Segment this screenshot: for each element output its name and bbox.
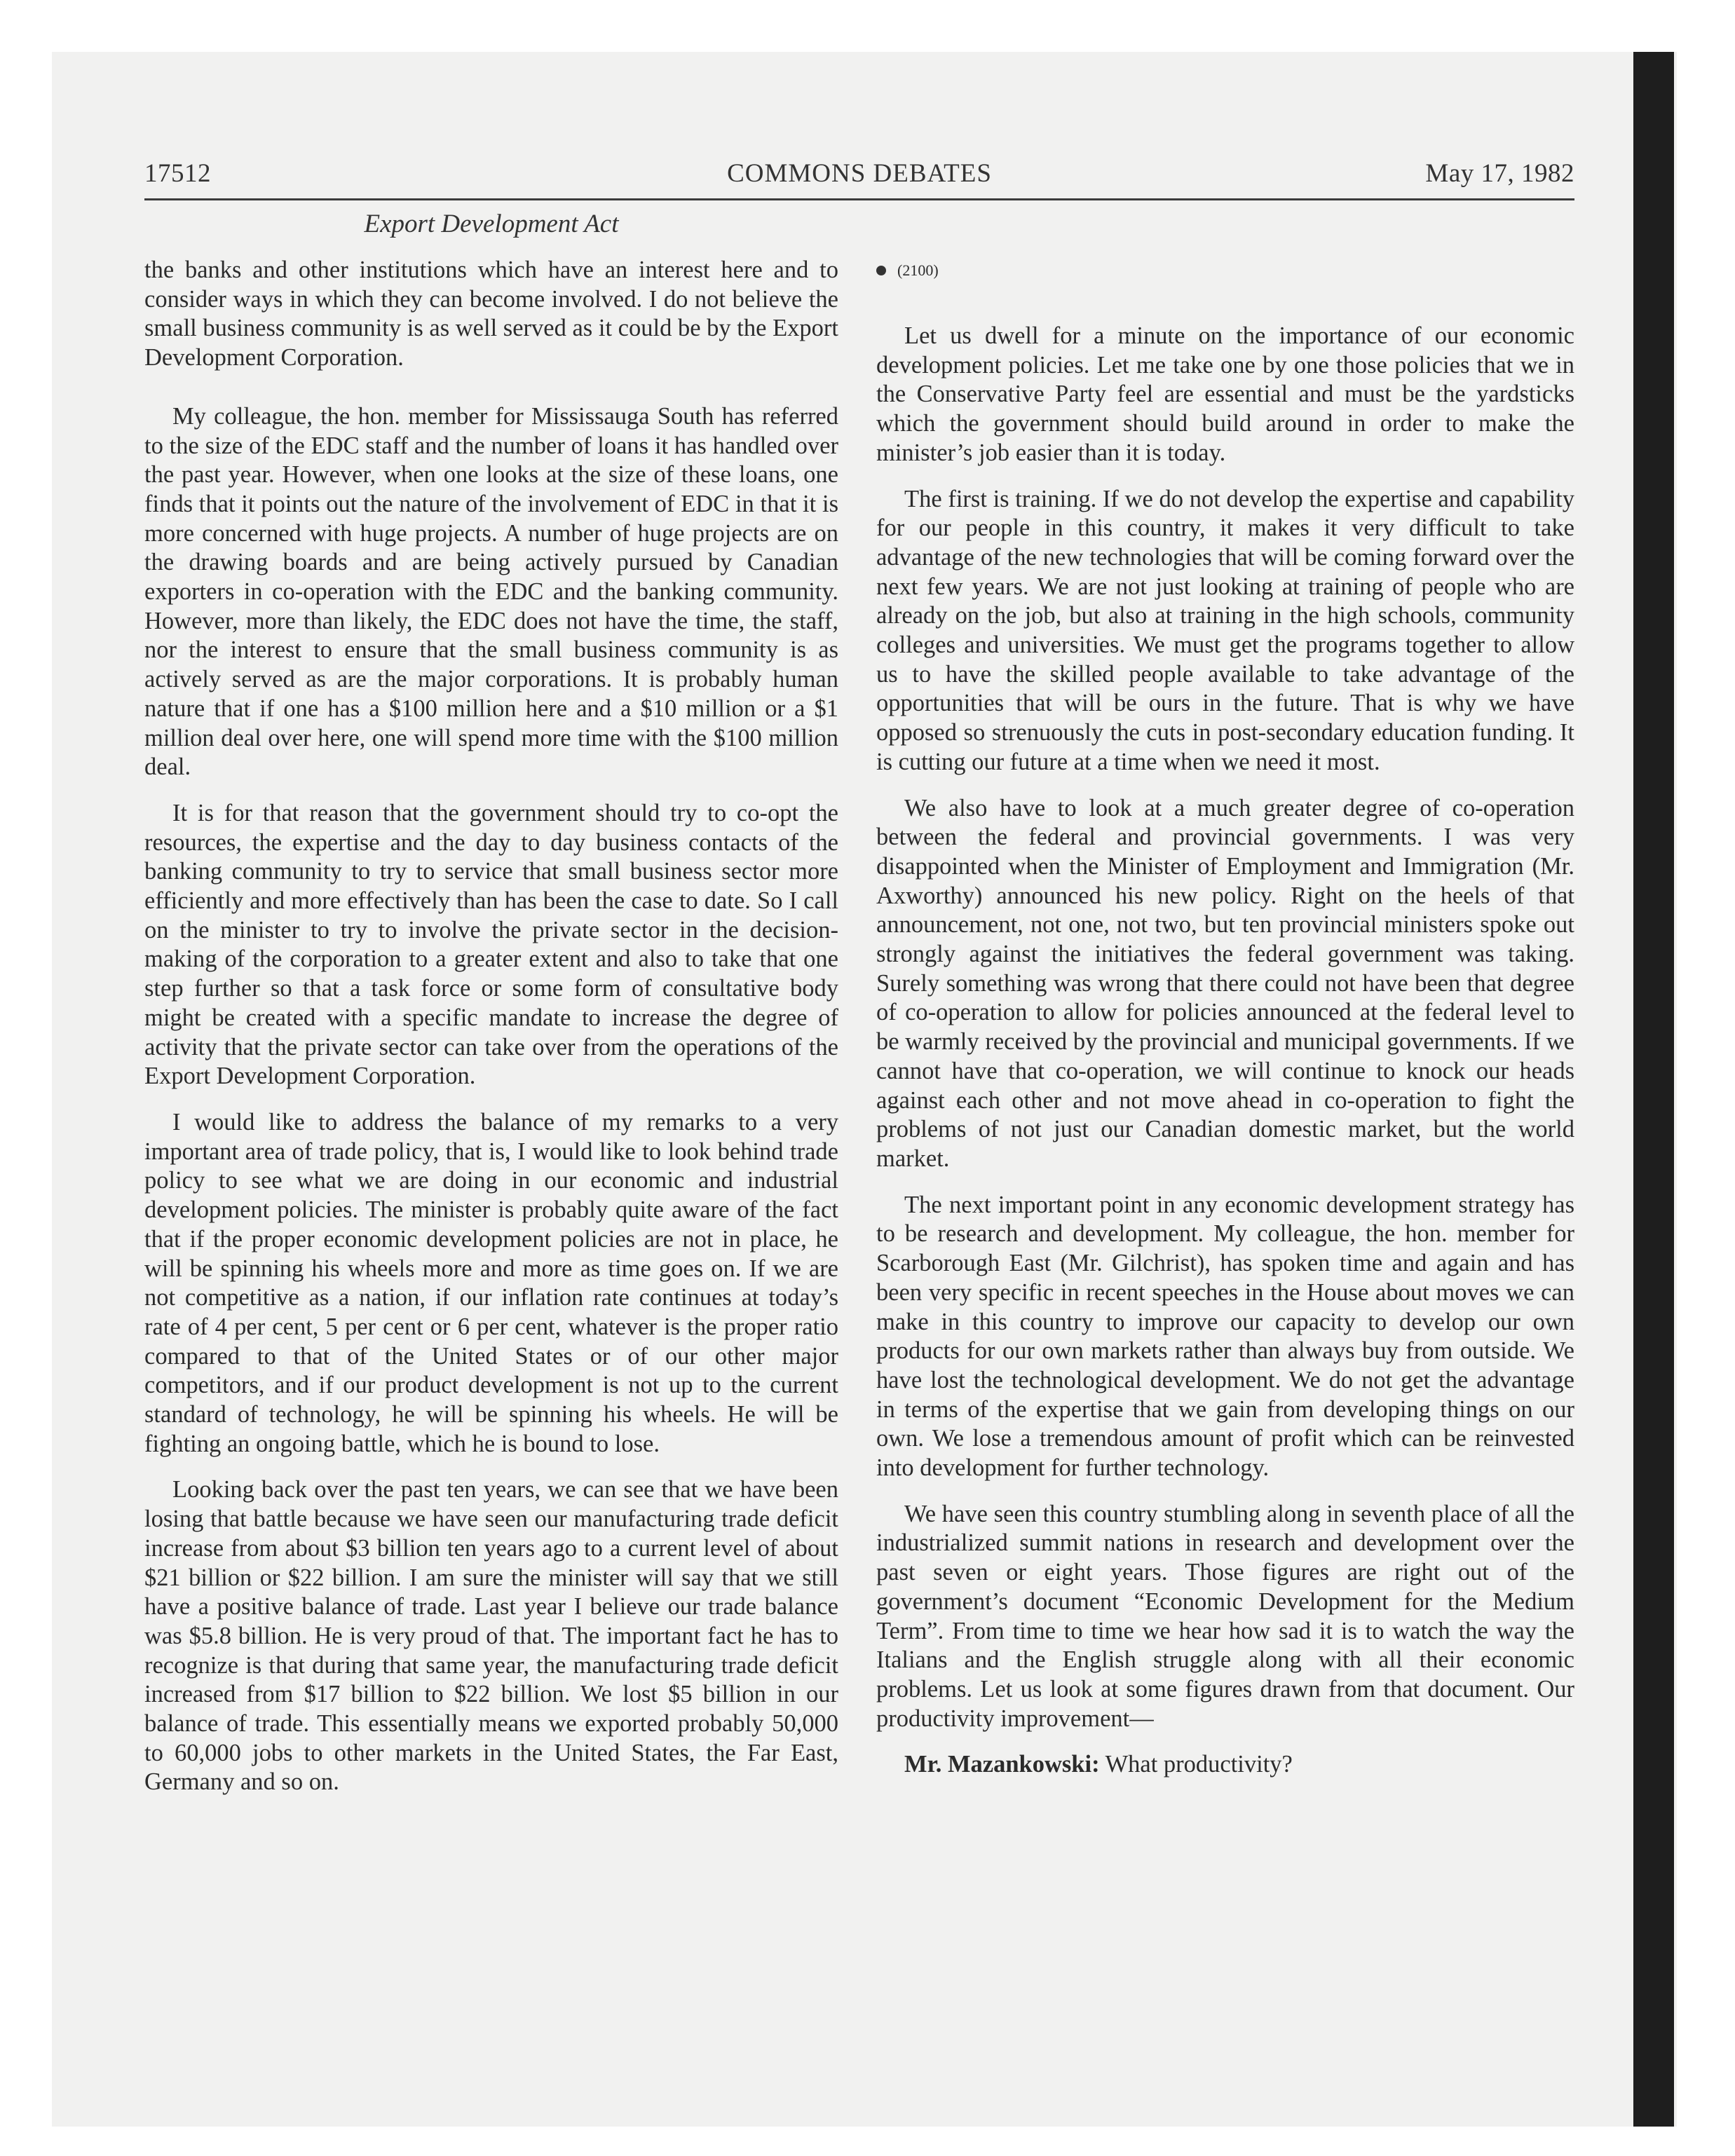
interjection-text: What productivity?: [1105, 1751, 1293, 1778]
header-rule: [144, 198, 1574, 200]
journal-title: COMMONS DEBATES: [727, 159, 992, 188]
scan-edge-shadow: [1633, 52, 1674, 2127]
paragraph: My colleague, the hon. member for Mississauga South has referred to the size of the EDC staff and the number of loans it has handled over the past year. However, when one looks at the size of these loans, one finds that it points out the nature of the involvement of EDC in that it is more concerned with huge projects. A number of huge projects are on the drawing boards and are being actively pursued by Canadian exporters in co-operation with the EDC and the banking community. However, more than likely, the EDC does not have the time, the staff, nor the interest to ensure that the small business community is as actively served as are the major corporations. It is probably human nature that if one has a $100 million here and a $10 million or a $1 million deal over here, one will spend more time with the $100 million deal.: [144, 402, 838, 781]
right-column: [876, 256, 1574, 1796]
left-column: [144, 256, 838, 1814]
paragraph: the banks and other institutions which have an interest here and to consider ways in which they can become involved. I do not believe the small business community is as well served as it could be by the Export Development Corporation.: [144, 257, 838, 371]
time-marker: [876, 256, 1574, 285]
paragraph: The first is training. If we do not develop the expertise and capability for our people in this country, it makes it very difficult to take advantage of the new technologies that will be coming forward over the next few years. We are not just looking at training of people who are already on the job, but also at training in the high schools, community colleges and universities. We must get the programs together to allow us to have the skilled people available to take advantage of the opportunities that will be ours in the future. That is why we have opposed so strenuously the cuts in post-secondary education funding. It is cutting our future at a time when we need it most.: [876, 485, 1574, 775]
speaker-name: Mr. Mazankowski:: [904, 1751, 1100, 1778]
interjection: [876, 1750, 1574, 1780]
paragraph: Looking back over the past ten years, we can see that we have been losing that battle because we have seen our manufacturing trade deficit increase from about $3 billion ten years ago to a current level of about $21 billion or $22 billion. I am sure the minister will say that we still have a positive balance of trade. Last year I believe our trade balance was $5.8 billion. He is very proud of that. The important fact he has to recognize is that during that same year, the manufacturing trade deficit increased from $17 billion to $22 billion. We lost $5 billion in our balance of trade. This essentially means we exported probably 50,000 to 60,000 jobs to other markets in the United States, the Far East, Germany and so on.: [144, 1476, 838, 1796]
paragraph: We have seen this country stumbling along in seventh place of all the industrialized summit nations in research and development over the past seven or eight years. Those figures are right out of the government’s document “Economic Development for the Medium Term”. From time to time we hear how sad it is to watch the way the Italians and the English struggle along with all their economic problems. Let us look at some figures drawn from that document. Our productivity improvement—: [876, 1500, 1574, 1732]
paragraph: I would like to address the balance of my remarks to a very important area of trade policy, that is, I would like to look behind trade policy to see what we are doing in our economic and industrial development policies. The minister is probably quite aware of the fact that if the proper economic development policies are not in place, he will be spinning his wheels more and more as time goes on. If we are not competitive as a nation, if our inflation rate continues at today’s rate of 4 per cent, 5 per cent or 6 per cent, whatever is the proper ratio compared to that of the United States or of our other major competitors, and if our product development is not up to the current standard of technology, he will be spinning his wheels. He will be fighting an ongoing battle, which he is bound to lose.: [144, 1108, 838, 1457]
page-header: [144, 158, 1574, 198]
paragraph: We also have to look at a much greater degree of co-operation between the federal and provincial governments. I was very disappointed when the Minister of Employment and Immigration (Mr. Axworthy) announced his new policy. Right on the heels of that announcement, not one, not two, but ten provincial ministers spoke out strongly against the initiatives the federal government was taking. Surely something was wrong that there could not have been that degree of co-operation to allow for policies announced at the federal level to be warmly received by the provincial and municipal governments. If we cannot have that co-operation, we will continue to knock our heads against each other and not move ahead in co-operation to fight the problems of not just our Canadian domestic market, but the world market.: [876, 794, 1574, 1172]
paragraph: The next important point in any economic development strategy has to be research and development. My colleague, the hon. member for Scarborough East (Mr. Gilchrist), has spoken time and again and has been very specific in recent speeches in the House about moves we can make in this country to improve our capacity to develop our own products for our own markets rather than always buy from outside. We have lost the technological development. We do not get the advantage in terms of the expertise that we gain from developing things on our own. We lose a tremendous amount of profit which can be reinvested into development for further technology.: [876, 1191, 1574, 1482]
section-title: Export Development Act: [364, 210, 619, 238]
paragraph: Let us dwell for a minute on the importance of our economic development policies. Let me take one by one those policies that we in the Conservative Party feel are essential and must be the yardsticks which the government should build around in order to make the minister’s job easier than it is today.: [876, 322, 1574, 466]
time-marker-text: (2100): [897, 261, 939, 280]
publication-date: May 17, 1982: [1425, 159, 1574, 188]
page-number: 17512: [144, 159, 211, 188]
paragraph: It is for that reason that the government should try to co-opt the resources, the expertise and the day to day business contacts of the banking community to try to service that small business sector more efficiently and more effectively than has been the case to date. So I call on the minister to try to involve the private sector in the decision-making of the corporation to a greater extent and also to take that one step further so that a task force or some form of consultative body might be created with a specific mandate to increase the degree of activity that the private sector can take over from the operations of the Export Development Corporation.: [144, 799, 838, 1090]
bullet-icon: [876, 266, 886, 275]
